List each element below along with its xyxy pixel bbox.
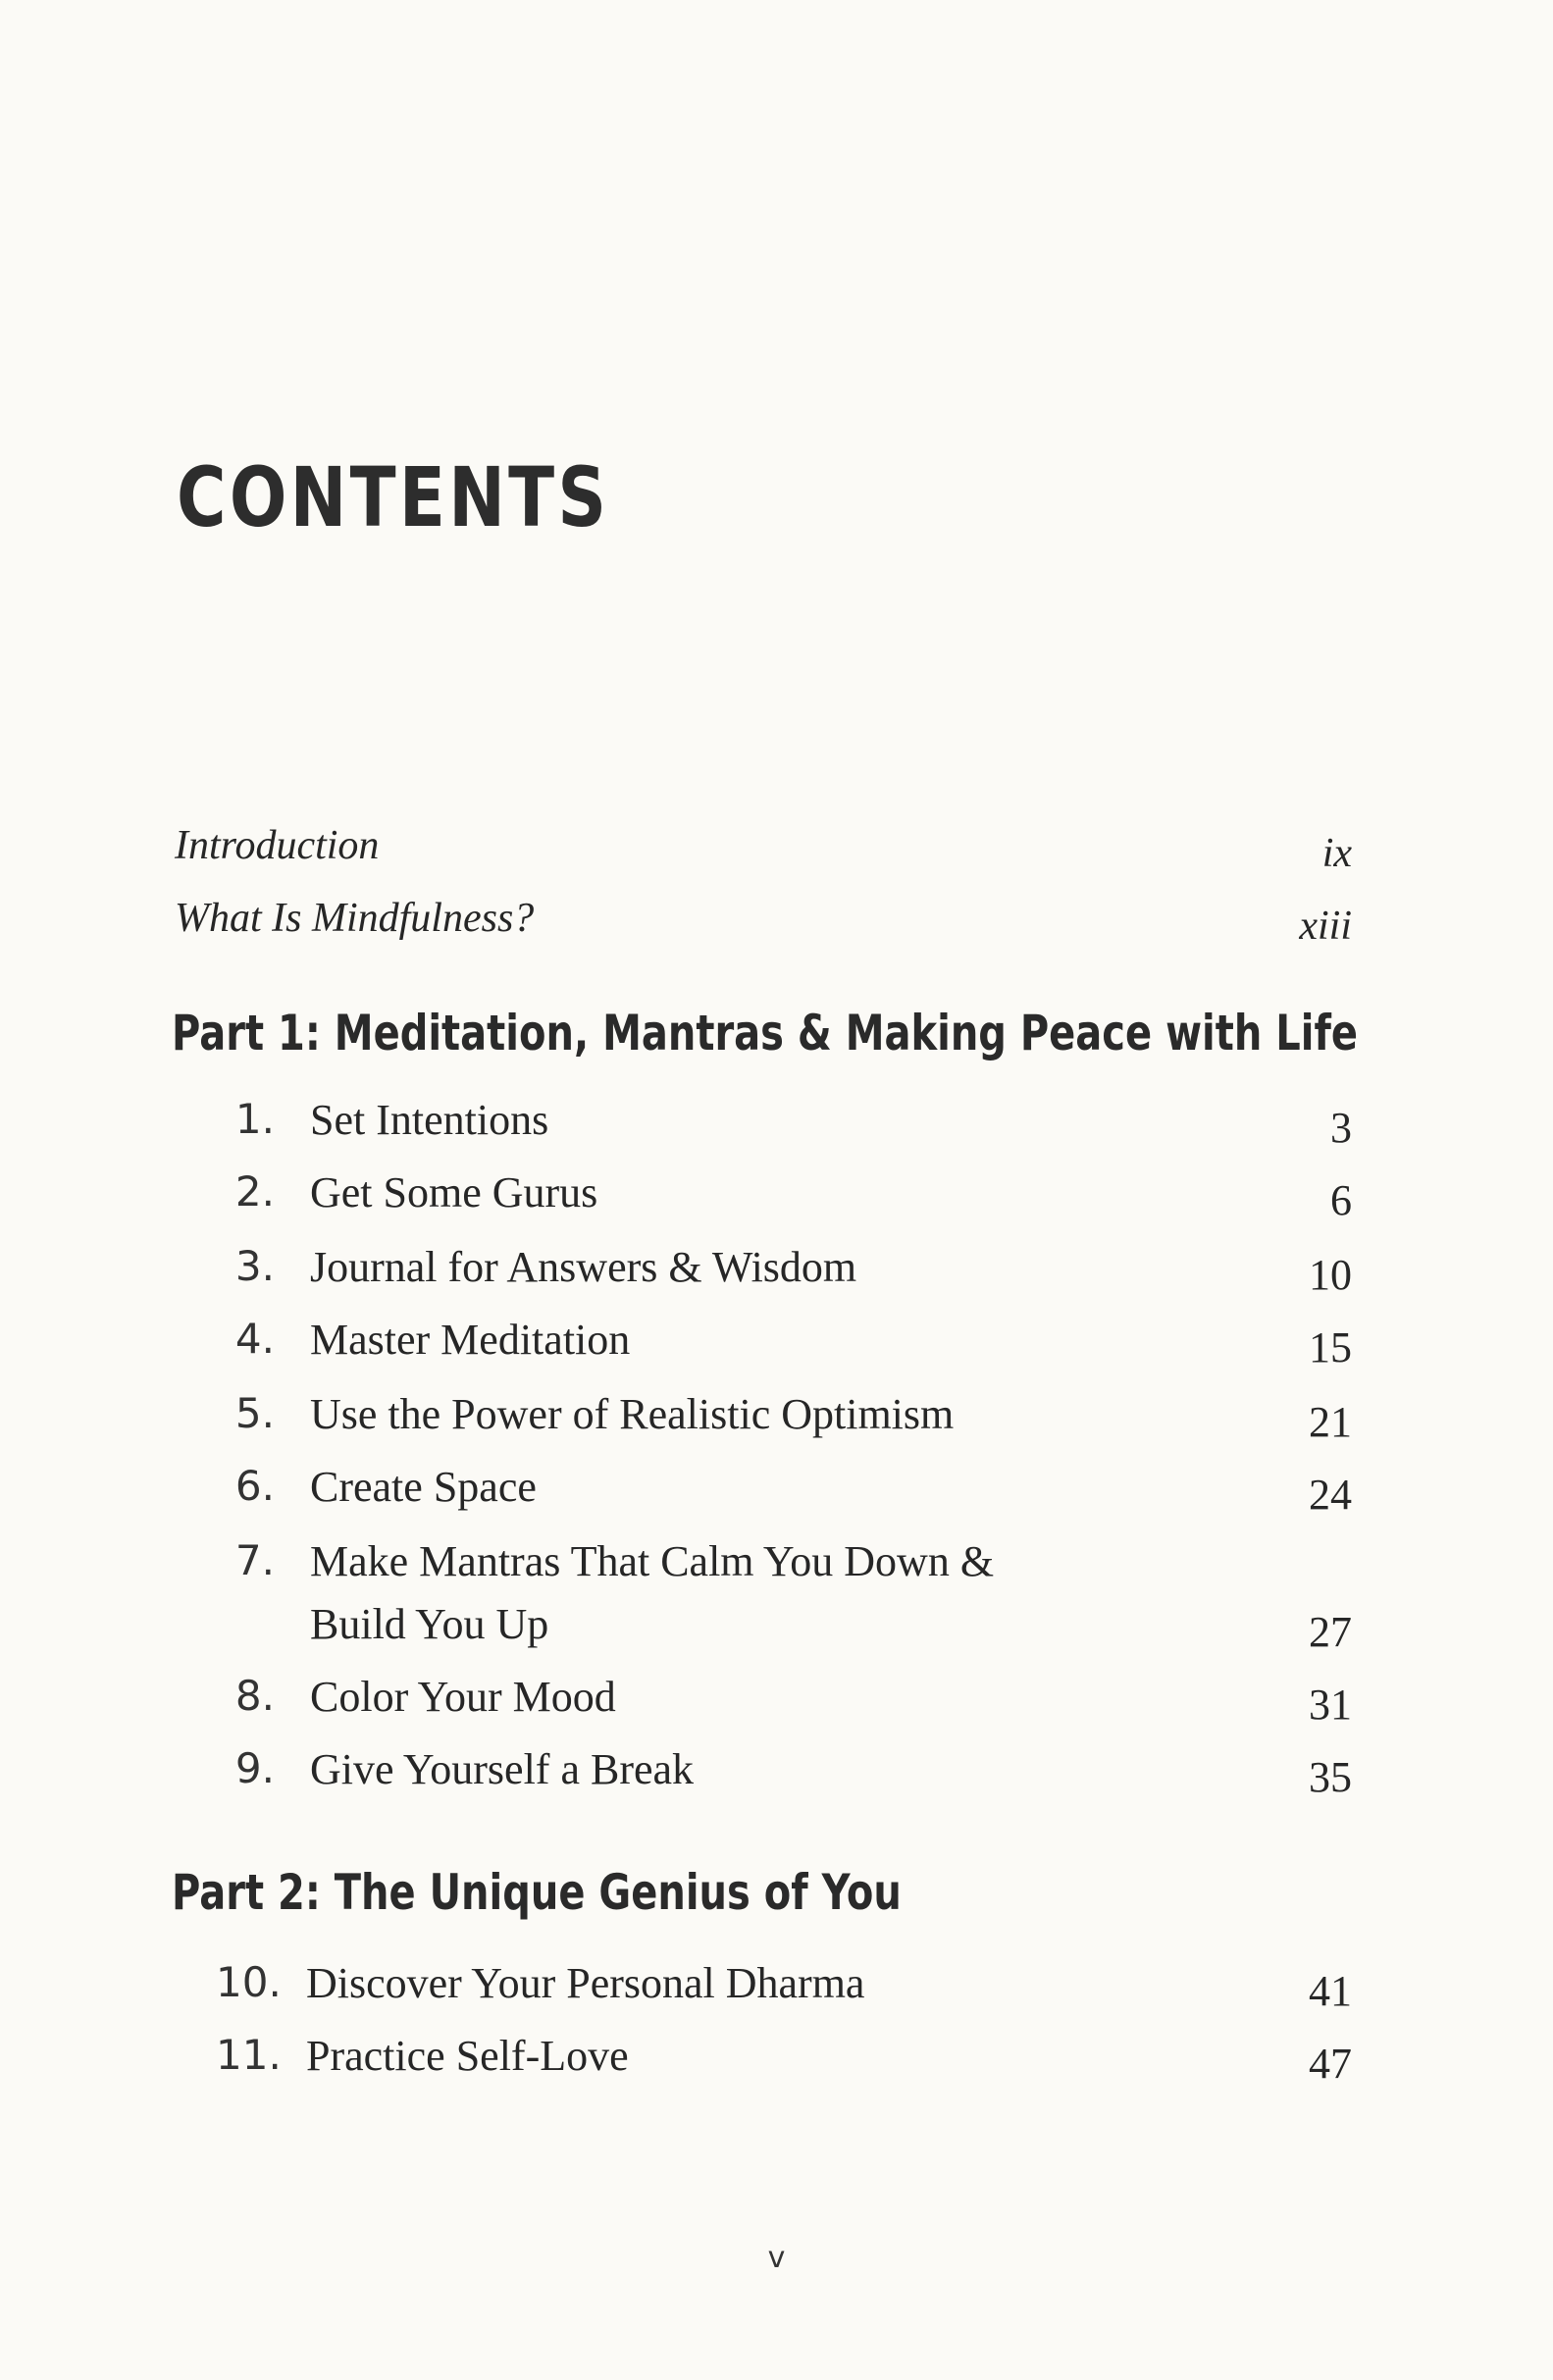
toc-entry: [216, 1536, 1352, 1664]
chapter-page-number: 3: [1330, 1104, 1352, 1152]
chapter-page-number: 31: [1309, 1681, 1352, 1729]
chapter-page-number: 15: [1309, 1323, 1352, 1371]
chapter-page-number: 21: [1309, 1398, 1352, 1446]
chapter-page-number: 10: [1309, 1251, 1352, 1299]
entry-page-number: ix: [1321, 831, 1352, 876]
toc-entry-what-is-mindfulness: [175, 895, 1352, 954]
chapter-page-number: 35: [1309, 1753, 1352, 1801]
chapter-title: Set Intentions: [310, 1096, 549, 1144]
chapter-title: Make Mantras That Calm You Down &: [310, 1537, 995, 1585]
chapter-title: Give Yourself a Break: [310, 1745, 695, 1793]
chapter-number: 10.: [216, 1958, 282, 2006]
entry-title: What Is Mindfulness?: [175, 896, 535, 941]
chapter-title: Journal for Answers & Wisdom: [310, 1243, 857, 1291]
chapter-title: Get Some Gurus: [310, 1168, 598, 1216]
page-title: CONTENTS: [177, 449, 610, 545]
toc-entry-introduction: [175, 822, 1352, 881]
entry-title: Introduction: [175, 823, 380, 868]
chapter-number: 2.: [234, 1167, 275, 1216]
entry-page-number: xiii: [1299, 904, 1352, 949]
chapter-title-continued: Build You Up: [310, 1600, 549, 1648]
chapter-number: 6.: [234, 1462, 275, 1510]
chapter-number: 9.: [234, 1744, 275, 1792]
chapter-number: 1.: [234, 1095, 275, 1143]
chapter-page-number: 6: [1330, 1176, 1352, 1224]
chapter-title: Practice Self-Love: [306, 2032, 629, 2080]
chapter-title: Color Your Mood: [310, 1673, 616, 1721]
chapter-number: 4.: [234, 1315, 275, 1363]
part-heading-1: Part 1: Meditation, Mantras & Making Peace with Life: [172, 1005, 1358, 1061]
chapter-number: 5.: [234, 1389, 275, 1437]
chapter-page-number: 47: [1309, 2040, 1352, 2088]
chapter-number: 3.: [234, 1242, 275, 1290]
part-heading-2: Part 2: The Unique Genius of You: [172, 1864, 902, 1921]
page-folio: v: [767, 2241, 786, 2275]
chapter-number: 7.: [234, 1536, 275, 1584]
chapter-page-number: 41: [1309, 1967, 1352, 2015]
chapter-title: Master Meditation: [310, 1316, 631, 1364]
chapter-page-number: 24: [1309, 1471, 1352, 1519]
chapter-title: Create Space: [310, 1463, 537, 1511]
chapter-page-number: 27: [1309, 1608, 1352, 1656]
chapter-title: Discover Your Personal Dharma: [306, 1959, 865, 2007]
chapter-number: 11.: [216, 2031, 282, 2079]
chapter-title: Use the Power of Realistic Optimism: [310, 1390, 955, 1438]
chapter-number: 8.: [234, 1672, 275, 1720]
